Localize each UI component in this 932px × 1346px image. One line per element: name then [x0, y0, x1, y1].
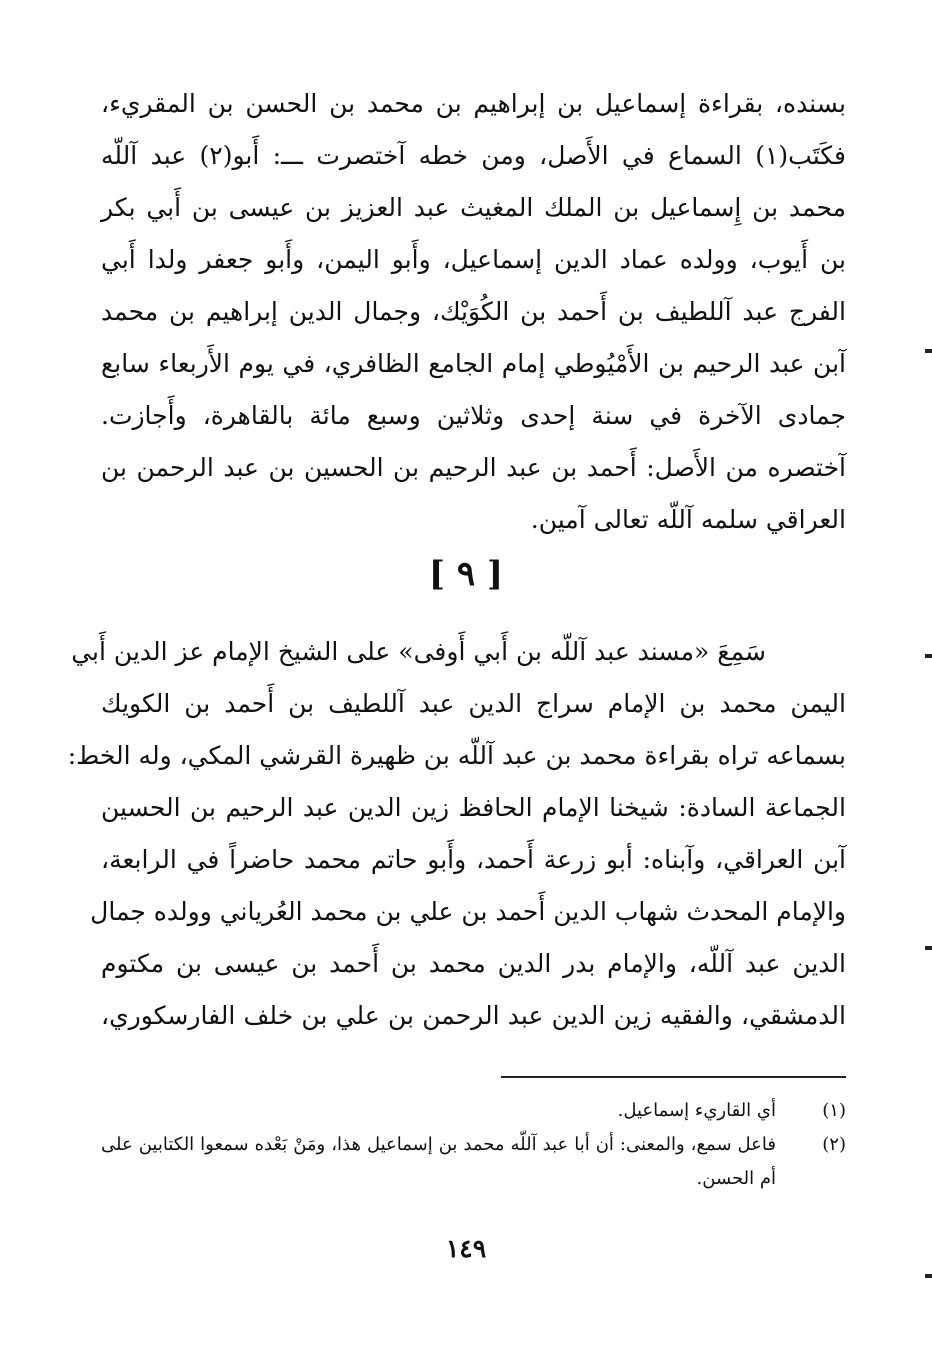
text-line: الجماعة السادة: شيخنا الإمام الحافظ زين الدين عبد الرحيم بن الحسين — [101, 793, 846, 822]
footnotes — [101, 1094, 846, 1196]
text-line: آختصره من الأَصل: أَحمد بن عبد الرحيم بن الحسين بن عبد الرحمن بن — [101, 453, 846, 482]
text-line: اليمن محمد بن الإمام سراج الدين عبد آللطيف بن أَحمد بن الكويك — [101, 689, 847, 718]
text-line: الدمشقي، والفقيه زين الدين عبد الرحمن بن علي بن خلف الفارسكوري، — [101, 1001, 846, 1030]
text-line: آبن العراقي، وآبناه: أبو زرعة أَحمد، وأَبو حاتم محمد حاضراً في الرابعة، — [101, 845, 846, 874]
footnote — [101, 1094, 846, 1128]
paragraph-2 — [67, 626, 847, 1042]
section-number: [ ٩ ] — [428, 554, 504, 594]
footnote — [101, 1128, 846, 1196]
scan-edge-mark — [925, 946, 932, 950]
text-line: سَمِعَ «مسند عبد آللّه بن أَبي أَوفى» على الشيخ الإمام عز الدين أَبي — [71, 637, 766, 666]
scan-edge-mark — [925, 654, 932, 658]
text-line: بسماعه تراه بقراءة محمد بن عبد آللّه بن ظهيرة القرشي المكي، وله الخط: — [67, 741, 846, 770]
text-line: آبن عبد الرحيم بن الأَمْيُوطي إمام الجامع الظافري، في يوم الأَربعاء سابع — [101, 349, 846, 378]
footnote-text: فاعل سمع، والمعنى: أن أبا عبد آللّه محمد بن إسماعيل هذا، ومَنْ بَعْده سمعوا الكتابين على أم الحسن. — [101, 1134, 776, 1189]
paragraph-1 — [101, 78, 846, 546]
page-number: ١٤٩ — [445, 1234, 487, 1263]
text-line: جمادى الآخرة في سنة إحدى وثلاثين وسبع مائة بالقاهرة، وأَجازت. — [101, 401, 846, 430]
text-line: بن أَيوب، وولده عماد الدين إسماعيل، وأَبو اليمن، وأَبو جعفر ولدا أَبي — [101, 245, 846, 274]
scan-edge-mark — [925, 349, 932, 353]
text-line: والإمام المحدث شهاب الدين أَحمد بن علي بن محمد العُرياني وولده جمال — [90, 897, 846, 926]
text-line: فكَتَب(١) السماع في الأَصل، ومن خطه آختصرت ـــ: أَبو(٢) عبد آللّه — [101, 141, 846, 170]
footnote-number: (٢) — [822, 1134, 846, 1155]
text-line: محمد بن إِسماعيل بن الملك المغيث عبد العزيز بن عيسى بن أَبي بكر — [101, 193, 846, 222]
footnote-text: أي القاريء إسماعيل. — [617, 1100, 776, 1121]
text-line: بسنده، بقراءة إسماعيل بن إبراهيم بن محمد بن الحسن بن المقريء، — [101, 89, 846, 118]
text-line: العراقي سلمه آللّه تعالى آمين. — [530, 505, 846, 534]
footnote-separator — [501, 1076, 846, 1078]
footnote-number: (١) — [822, 1100, 846, 1121]
scan-edge-mark — [925, 1274, 932, 1278]
text-line: الدين عبد آللّه، والإمام بدر الدين محمد بن أَحمد بن عيسى بن مكتوم — [101, 949, 846, 978]
text-line: الفرج عبد آللطيف بن أَحمد بن الكُوَيْك، وجمال الدين إبراهيم بن محمد — [101, 297, 846, 326]
